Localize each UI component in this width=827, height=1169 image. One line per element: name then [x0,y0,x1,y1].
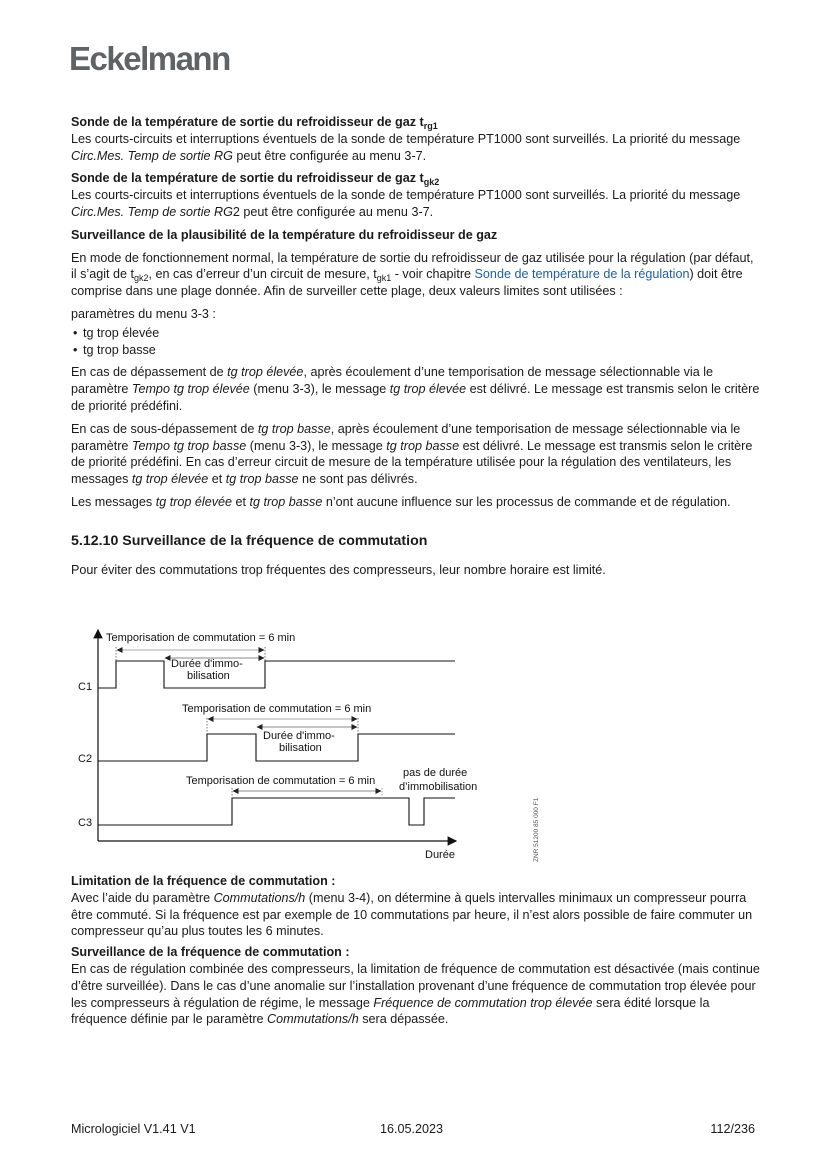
paragraph-surveillance-frequence: En cas de régulation combinée des compresseurs, la limitation de fréquence de commutation est désactivée (mais continue d’être surveillée). Dans le cas d’une anomalie sur l’installation provenant d’une fréquence de commutation trop élevée pour les compresseurs à régulation de régime, le message Fréquence de commutation trop élevée sera édité lorsque la fréquence définie par le paramètre Commutations/h sera dépassée. [71,961,760,1027]
paragraph-limitation: Avec l’aide du paramètre Commutations/h (menu 3-4), on détermine à quels intervalles minimaux un compresseur pourra être commuté. Si la fréquence est par exemple de 10 commutations par heure, il n’est alors possible de faire commuter un compresseur qu’au plus toutes les 6 minutes. [71,890,753,939]
link-sonde-regulation[interactable]: Sonde de température de la régulation [474,267,690,282]
svg-text:Temporisation de commutation =: Temporisation de commutation = 6 min [182,703,372,715]
svg-text:Durée d'immo-: Durée d'immo- [171,658,243,670]
list-item: • tg trop élevée [71,325,761,342]
svg-text:C2: C2 [78,753,93,765]
paragraph-depassement: En cas de dépassement de tg trop élevée, après écoulement d’une temporisation de message sélectionnable via le paramètre Tempo tg trop élevée (menu 3-3), le message tg trop élevée est délivré. Le message est transmis selon le critère de priorité prédéfini. [71,365,760,413]
svg-text:C3: C3 [78,817,93,829]
svg-text:Temporisation de commutation =: Temporisation de commutation = 6 min [106,632,296,644]
svg-text:bilisation: bilisation [187,670,230,682]
footer-firmware-version: Micrologiciel V1.41 V1 [71,1122,196,1136]
heading-plausibilite: Surveillance de la plausibilité de la température du refroidisseur de gaz [71,227,498,242]
paragraph-sous-depassement: En cas de sous-dépassement de tg trop basse, après écoulement d’une temporisation de message sélectionnable via le paramètre Tempo tg trop basse (menu 3-3), le message tg trop basse est délivré. Le message est transmis selon le critère de priorité prédéfini. En cas d’erreur circuit de mesure de la température utilisée pour la régulation des ventilateurs, les messages tg trop élevée et tg trop basse ne sont pas délivrés. [71,421,753,487]
page-body [71,114,761,578]
svg-text:Durée d'immo-: Durée d'immo- [263,730,335,742]
eckelmann-logo: Eckelmann [69,40,230,77]
paragraph-sonde-trg1: Les courts-circuits et interruptions éventuels de la sonde de température PT1000 sont surveillés. La priorité du message Circ.Mes. Temp de sortie RG peut être configurée au menu 3-7. [71,131,741,163]
params-intro: paramètres du menu 3-3 : [71,306,216,321]
heading-surveillance-frequence: Surveillance de la fréquence de commutation : [71,945,350,960]
footer-date: 16.05.2023 [380,1122,444,1136]
svg-text:Durée: Durée [425,849,455,861]
paragraph-influence: Les messages tg trop élevée et tg trop basse n’ont aucune influence sur les processus de commande et de régulation. [71,494,731,509]
svg-text:C1: C1 [78,681,93,693]
heading-sonde-trg1: Sonde de la température de sortie du refroidisseur de gaz $t_{rg1}$ [71,115,438,131]
params-list [71,325,761,359]
list-item: • tg trop basse [71,342,761,359]
section-heading-5-12-10: 5.12.10 Surveillance de la fréquence de commutation [71,532,428,549]
svg-text:d’immobilisation: d’immobilisation [399,781,478,793]
figure-reference-code: ZNR 51200 85 000 F1 [533,797,540,862]
heading-sonde-tgk2: Sonde de la température de sortie du refroidisseur de gaz $t_{gk2}$ [71,171,440,188]
footer-page-number: 112/236 [710,1122,755,1136]
lower-body [71,873,761,1028]
svg-text:Temporisation de commutation =: Temporisation de commutation = 6 min [186,775,376,787]
svg-text:bilisation: bilisation [279,742,322,754]
signal-c1 [98,661,455,688]
paragraph-plausibilite: En mode de fonctionnement normal, la température de sortie du refroidisseur de gaz utilisée pour la régulation (par défaut, il s’agit de $t_{gk2}$, en cas d’erreur d’un circuit de mesure, $t_{gk1}$ - voir chapitre Sonde de température de la régulation) doit être comprise dans une plage donnée. Afin de surveiller cette plage, deux valeurs limites sont utilisées : [71,250,754,299]
paragraph-intro-commutation: Pour éviter des commutations trop fréquentes des compresseurs, leur nombre horaire est limité. [71,562,606,577]
svg-text:pas de durée: pas de durée [403,767,468,779]
heading-limitation: Limitation de la fréquence de commutation : [71,874,336,888]
signal-c2 [98,734,455,761]
paragraph-sonde-tgk2: Les courts-circuits et interruptions éventuels de la sonde de température PT1000 sont surveillés. La priorité du message Circ.Mes. Temp de sortie RG2 peut être configurée au menu 3-7. [71,188,741,219]
signal-c3 [98,798,455,825]
